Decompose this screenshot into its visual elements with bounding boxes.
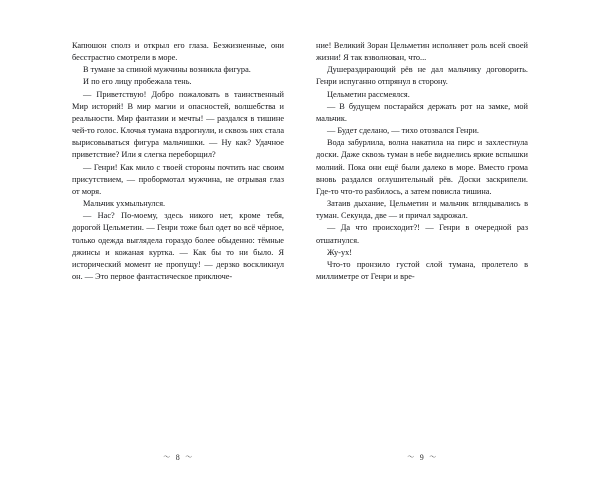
page-number-left [72, 452, 284, 462]
page-number-right [316, 452, 528, 462]
page-number-value: 8 [175, 453, 181, 462]
paragraph: — Будет сделано, — тихо отозвался Генри. [327, 126, 480, 136]
paragraph: — В будущем постарайся держать рот на замке, мой мальчик. [316, 101, 528, 123]
paragraph: Мальчик ухмыльнулся. [83, 199, 166, 209]
paragraph: Что-то пронзило густой слой тумана, пролетело в миллиметре от Генри и вре- [316, 259, 528, 281]
ornament-left-icon: 〜 [163, 453, 171, 461]
page-left [72, 0, 284, 484]
paragraph: Душераздирающий рёв не дал мальчику договорить. Генри испуганно отпрянул в сторону. [316, 65, 528, 87]
paragraph: Вода забурлила, волна накатила на пирс и захлестнула доски. Даже сквозь туман в небе виднелись яркие вспышки молний. Пока они ещё были далеко в море. Вместо грома вновь раздался оглушительный рёв. Доски заскрипели. Где-то что-то разбилось, а затем повисла тишина. [316, 138, 528, 196]
page-right-text-column [316, 40, 528, 283]
paragraph: — Генри! Как мило с твоей стороны почтить нас своим присутствием, — пробормотал мужчина, не отрывая глаз от моря. [72, 162, 284, 196]
paragraph: Затаив дыхание, Цельметин и мальчик вглядывались в туман. Секунда, две — и причал задрожал. [316, 199, 528, 221]
page-number-value: 9 [419, 453, 425, 462]
page-right [316, 0, 528, 484]
page-left-text-column [72, 40, 284, 283]
paragraph: ние! Великий Зоран Цельметин исполняет роль всей своей жизни! Я так взволнован, что... [316, 41, 528, 63]
paragraph: — Приветствую! Добро пожаловать в таинственный Мир историй! В мир магии и опасностей, волшебства и реальности. Мир фантазии и мечты! — раздался в тишине чей-то голос. Клочья тумана вздрогнули, и сквозь них стала вырисовываться фигура мальчишки. — Ну как? Удачное приветствие? Или я слегка переборщил? [72, 89, 284, 160]
paragraph: Капюшон сполз и открыл его глаза. Безжизненные, они бесстрастно смотрели в море. [72, 41, 284, 63]
paragraph: В тумане за спиной мужчины возникла фигура. [83, 65, 251, 75]
paragraph: — Да что происходит?! — Генри в очередной раз отшатнулся. [316, 223, 528, 245]
ornament-right-icon: 〜 [185, 453, 193, 461]
paragraph: И по его лицу пробежала тень. [83, 77, 192, 87]
paragraph: Цельметин рассмеялся. [327, 89, 410, 99]
ornament-right-icon: 〜 [429, 453, 437, 461]
paragraph: Жу-ух! [327, 247, 352, 257]
ornament-left-icon: 〜 [407, 453, 415, 461]
paragraph: — Нас? По-моему, здесь никого нет, кроме тебя, дорогой Цельметин. — Генри тоже был одет во всё чёрное, только одежда выглядела гораздо более обыденно: тёмные джинсы и кожаная куртка. — Как бы то ни было. Я исторический момент не пропущу! — дерзко воскликнул он. — Это первое фантастическое приключе- [72, 211, 284, 281]
